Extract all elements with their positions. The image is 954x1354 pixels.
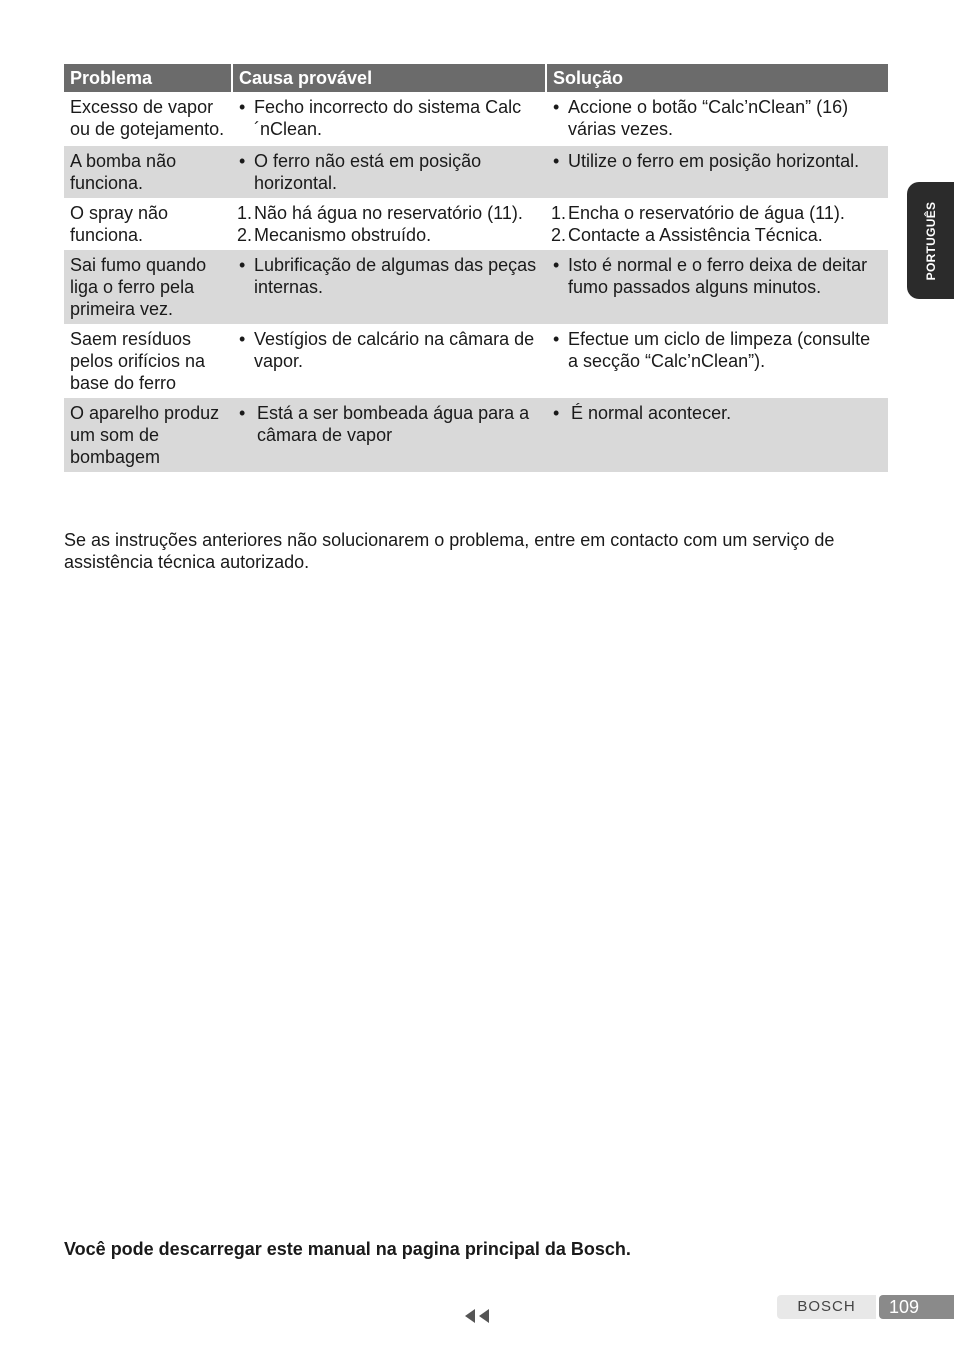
troubleshooting-table (64, 64, 888, 472)
solution-item (551, 202, 882, 224)
solution-item: • Efectue um ciclo de limpeza (consulte a secção “Calc’nClean”). (551, 328, 882, 372)
table-row (64, 324, 888, 398)
cause-item: • Fecho incorrecto do sistema Calc´nClean. (237, 96, 539, 140)
table-row (64, 146, 888, 198)
brand-label: BOSCH (777, 1295, 876, 1319)
cause-item (237, 224, 539, 246)
solution-cell (545, 92, 888, 146)
solution-item (551, 224, 882, 246)
problem-cell: A bomba não funciona. (64, 146, 231, 198)
page-number: 109 (879, 1295, 954, 1319)
solution-item: • Accione o botão “Calc’nClean” (16) várias vezes. (551, 96, 882, 140)
cause-cell (231, 250, 545, 324)
item-number: 2. (551, 225, 567, 245)
download-note: Você pode descarregar este manual na pagina principal da Bosch. (64, 1239, 631, 1259)
item-text: Não há água no reservatório (11). (254, 203, 523, 223)
cause-cell (231, 398, 545, 472)
item-text: Contacte a Assistência Técnica. (568, 225, 823, 245)
item-number: 2. (237, 225, 253, 245)
language-tab[interactable] (907, 182, 954, 299)
cause-cell (231, 146, 545, 198)
cause-cell (231, 198, 545, 250)
problem-cell: Sai fumo quando liga o ferro pela primeira vez. (64, 250, 231, 324)
item-text: Encha o reservatório de água (11). (568, 203, 845, 223)
cause-item: • Está a ser bombeada água para a câmara de vapor (237, 402, 539, 446)
solution-cell (545, 324, 888, 398)
table-header-row (64, 64, 888, 92)
solution-item: • Isto é normal e o ferro deixa de deitar fumo passados alguns minutos. (551, 254, 882, 298)
problem-cell: Saem resíduos pelos orifícios na base do ferro (70, 329, 206, 393)
problem-cell: O aparelho produz um som de bombagem (64, 398, 231, 472)
cause-item: • Lubrificação de algumas das peças internas. (237, 254, 539, 298)
solution-cell (545, 250, 888, 324)
item-number: 1. (237, 203, 253, 223)
table-row (64, 198, 888, 250)
solution-item: • Utilize o ferro em posição horizontal. (551, 150, 882, 172)
solution-item: • É normal acontecer. (551, 402, 882, 424)
table-row (64, 92, 888, 146)
cause-item (237, 202, 539, 224)
item-number: 1. (551, 203, 567, 223)
cause-cell (231, 92, 545, 146)
table-row (64, 250, 888, 324)
solution-cell (545, 146, 888, 198)
header-cause: Causa provável (231, 64, 545, 92)
table-row (64, 398, 888, 472)
problem-cell: Excesso de vapor ou de gotejamento. (70, 97, 225, 139)
solution-cell (545, 198, 888, 250)
problem-cell: O spray não funciona. (70, 203, 169, 245)
language-tab-label: PORTUGUÊS (923, 201, 938, 280)
help-note: Se as instruções anteriores não solucionarem o problema, entre em contacto com um serviço de assistência técnica autorizado. (64, 530, 835, 572)
cause-item: • Vestígios de calcário na câmara de vapor. (237, 328, 539, 372)
back-arrows-icon[interactable] (463, 1307, 491, 1325)
header-problem: Problema (64, 64, 231, 92)
cause-item: • O ferro não está em posição horizontal. (237, 150, 539, 194)
solution-cell (545, 398, 888, 472)
cause-cell (231, 324, 545, 398)
item-text: Mecanismo obstruído. (254, 225, 432, 245)
header-solution: Solução (545, 64, 888, 92)
